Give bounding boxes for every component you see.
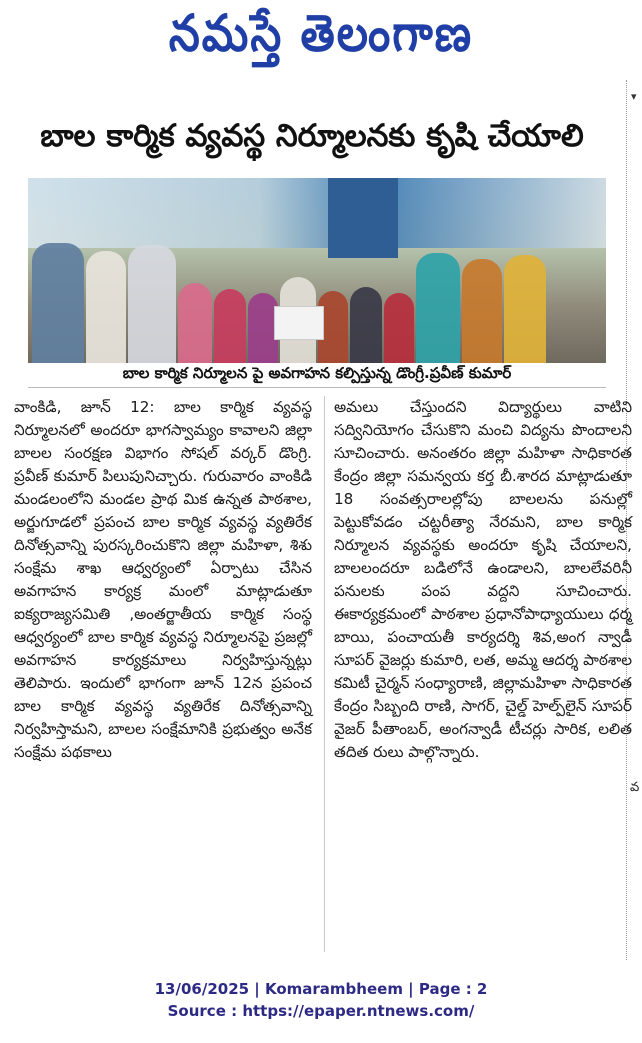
masthead [0, 0, 642, 80]
article-column-left: వాంకిడి, జూన్ 12: బాల కార్మిక వ్యవస్థ నిర్మూలనలో అందరూ భాగస్వామ్యం కావాలని జిల్లా బాలల సంరక్షణ విభాగం సోషల్ వర్కర్ డొంగ్రి. ప్రవీణ్ కుమార్ పిలుపునిచ్చారు. గురువారం వాంకిడి మండలంలోని మండల ప్రాథ మిక ఉన్నత పాఠశాల, అర్జుగూడలో ప్రపంచ బాల కార్మిక వ్యవస్థ వ్యతిరేక దినోత్సవాన్ని పురస్కరించుకొని జిల్లా మహిళా, శిశు సంక్షేమ శాఖ ఆధ్వర్యంలో ఏర్పాటు చేసిన అవగాహన కార్యక్ర మంలో మాట్లాడుతూ ఐక్యరాజ్యసమితి ,అంతర్జాతీయ కార్మిక సంస్థ ఆధ్వర్యంలో బాల కార్మిక వ్యవస్థ నిర్మూలనపై ప్రజల్లో అవగాహన కార్యక్రమాలు నిర్వహిస్తున్నట్లు తెలిపారు. ఇందులో భాగంగా జూన్ 12న ప్రపంచ బాల కార్మిక వ్యవస్థ వ్యతిరేక దినోత్సవాన్ని నిర్వహిస్తామని, బాలల సంక్షేమానికి ప్రభుత్వం అనేక సంక్షేమ పథకాలు [14, 398, 312, 761]
footer-date-edition: 13/06/2025 | Komarambheem | Page : 2 [154, 980, 488, 998]
photo-caption-bar [28, 363, 606, 388]
article-photo [28, 178, 606, 363]
column-divider [324, 396, 325, 952]
margin-fragment-bottom: వ [630, 780, 640, 795]
article-column-right: అమలు చేస్తుందని విద్యార్థులు వాటిని సద్వినియోగం చేసుకొని మంచి విద్యను పొందాలని సూచించారు. అనంతరం జిల్లా మహిళా సాధికారత కేంద్రం జిల్లా సమన్వయ కర్త బీ.శారద మాట్లాడుతూ 18 సంవత్సరాలల్లోపు బాలలను పనుల్లో పెట్టుకోవడం చట్టరీత్యా నేరమని, బాల కార్మిక నిర్మూలన వ్యవస్థకు అందరూ కృషి చేయాలని, బాలలందరూ బడిలోనే ఉండాలని, బాలలేవరినీ పనులకు పంప వద్దని సూచించారు. ఈకార్యక్రమంలో పాఠశాల ప్రధానోపాధ్యాయులు ధర్మ బాయి, పంచాయతీ కార్యదర్శి శివ,అంగ న్వాడీ సూపర్ వైజర్లు కుమారి, లత, అమ్మ ఆదర్శ పాఠశాల కమిటీ చైర్మన్ సంధ్యారాణి, జిల్లామహిళా సాధికారత కేంద్రం సిబ్బంది రాణి, సాగర్, చైల్డ్ హెల్ప్‌లైన్ సూపర్ వైజర్ పీతాంబర్, అంగన్వాడీ టీచర్లు సారిక, లలిత తదిత రులు పాల్గొన్నారు. [334, 398, 632, 761]
footer-source: Source : https://epaper.ntnews.com/ [167, 1002, 475, 1020]
photo-group-of-people [28, 218, 606, 363]
photo-placard [274, 306, 324, 340]
margin-fragment-top: ▾ [631, 90, 637, 103]
photo-caption: బాల కార్మిక నిర్మూలన పై అవగాహన కల్పిస్తున్న డొంగ్రీ.ప్రవీణ్ కుమార్ [122, 364, 512, 382]
page-footer [0, 978, 642, 1022]
newspaper-logo: నమస్తే తెలంగాణ [168, 4, 474, 63]
article-headline: బాల కార్మిక వ్యవస్థ నిర్మూలనకు కృషి చేయాలి [40, 117, 584, 154]
headline-container [12, 110, 612, 168]
